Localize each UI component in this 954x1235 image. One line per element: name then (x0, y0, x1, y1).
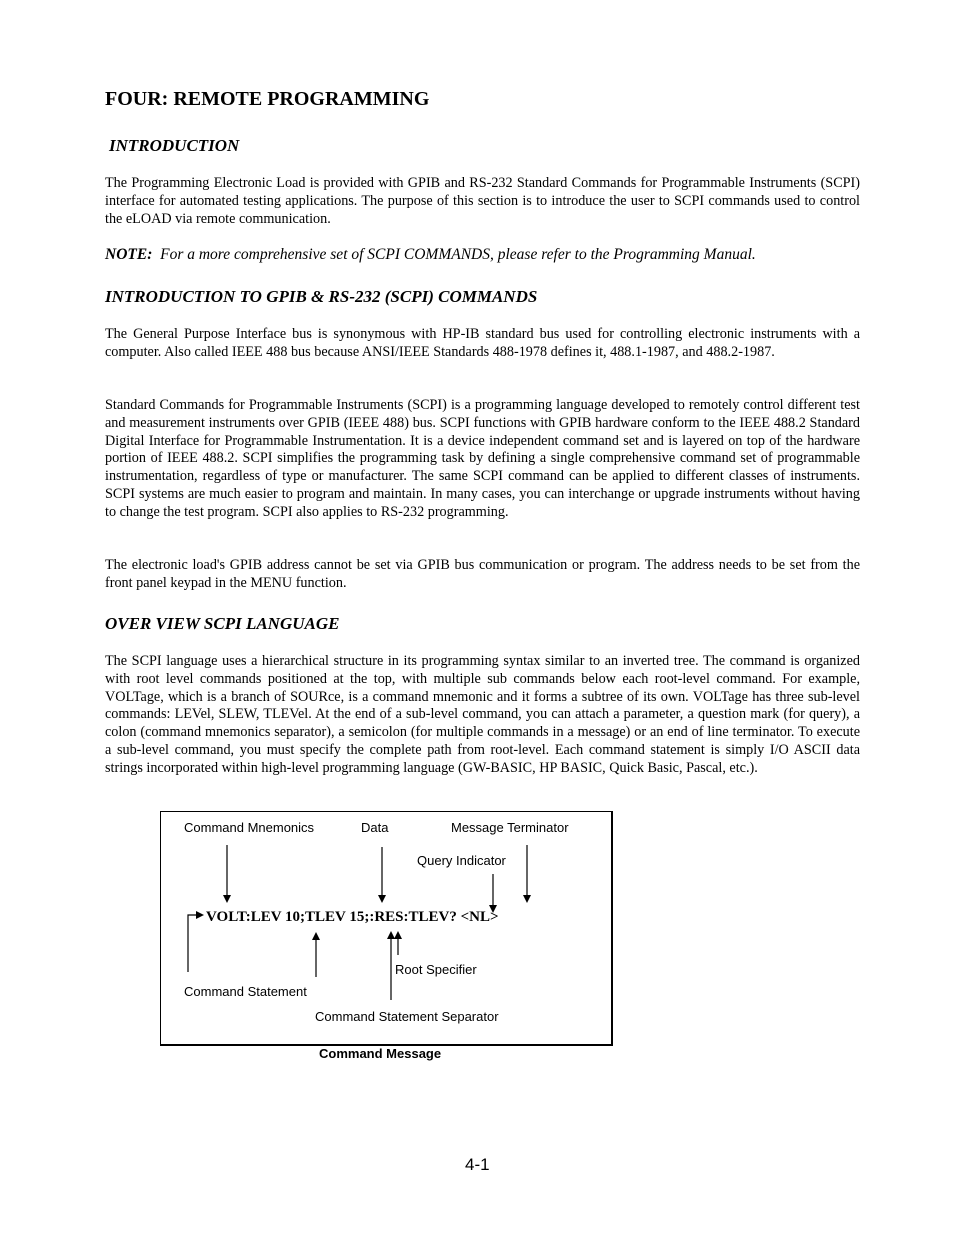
command-line-example: VOLT:LEV 10;TLEV 15;:RES:TLEV? <NL> (206, 909, 499, 925)
label-command-mnemonics: Command Mnemonics (184, 820, 315, 835)
introduction-paragraph: The Programming Electronic Load is provided with GPIB and RS-232 Standard Commands for Programmable Instruments (SCPI) interface for automated testing applications. The purpose of this section is to introduce the user to SCPI commands used to control the eLOAD via remote communication. (105, 175, 860, 227)
label-command-statement: Command Statement (184, 984, 307, 999)
label-root-specifier: Root Specifier (395, 962, 477, 977)
page-number: 4-1 (465, 1155, 490, 1174)
label-command-statement-separator: Command Statement Separator (315, 1009, 499, 1024)
note-text: For a more comprehensive set of SCPI COMMANDS, please refer to the Programming Manual. (160, 246, 756, 263)
note-label: NOTE: (105, 246, 153, 263)
section-heading-gpib-intro: INTRODUCTION TO GPIB & RS-232 (SCPI) COMMANDS (105, 287, 538, 306)
chapter-title: FOUR: REMOTE PROGRAMMING (105, 88, 430, 110)
arrow-command-statement (188, 915, 200, 972)
gpib-paragraph-2: Standard Commands for Programmable Instruments (SCPI) is a programming language developed to remotely control different test and measurement instruments over GPIB (IEEE 488) bus. SCPI functions with GPIB hardware conform to the IEEE 488.2 Standard Digital Interface for Programmable Instrumentation. It is a device independent command set and is layered on top of the hardware portion of IEEE 488.2. SCPI simplifies the programming task by defining a single comprehensive command set of programmable instrumentation, regardless of type or manufacturer. The same SCPI command can be applied to different classes of instruments. SCPI systems are much easier to program and maintain. In many cases, you can interchange or upgrade instruments without having to change the test program. SCPI also applies to RS-232 programming. (105, 397, 860, 520)
label-data: Data (361, 820, 389, 835)
diagram-caption: Command Message (319, 1046, 442, 1061)
label-message-terminator: Message Terminator (451, 820, 569, 835)
gpib-paragraph-1: The General Purpose Interface bus is synonymous with HP-IB standard bus used for controlling electronic instruments with a computer. Also called IEEE 488 bus because ANSI/IEEE Standards 488-1978 defines it, 488.1-1987, and 488.2-1987. (105, 326, 860, 360)
label-query-indicator: Query Indicator (417, 853, 506, 868)
section-heading-introduction: INTRODUCTION (109, 136, 240, 155)
overview-paragraph: The SCPI language uses a hierarchical structure in its programming syntax similar to an inverted tree. The command is organized with root level commands positioned at the top, with multiple sub commands below each root-level command. For example, VOLTage, which is a branch of SOURce, is a command mnemonic and it forms a subtree of its own. VOLTage has three sub-level commands: LEVel, SLEW, TLEVel. At the end of a sub-level command, you can attach a parameter, a question mark (for query), a colon (command mnemonics separator), a semicolon (for multiple commands in a message) or an end of line terminator. To execute a sub-level command, you must specify the complete path from root-level. Each command statement is simply I/O ASCII data strings incorporated within high-level programming language (GW-BASIC, HP BASIC, Quick Basic, Pascal, etc.). (105, 653, 860, 776)
section-heading-overview: OVER VIEW SCPI LANGUAGE (105, 614, 340, 633)
gpib-paragraph-3: The electronic load's GPIB address cannot be set via GPIB bus communication or program. The address needs to be set from the front panel keypad in the MENU function. (105, 557, 860, 591)
